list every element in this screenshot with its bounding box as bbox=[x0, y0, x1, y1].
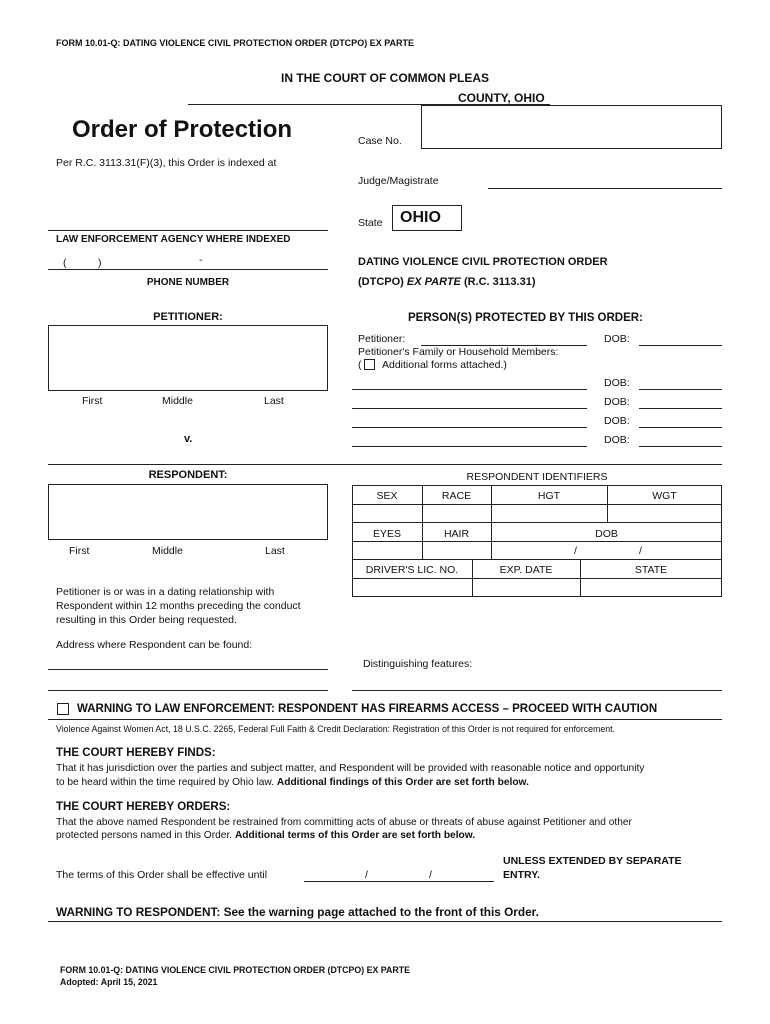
agency-field[interactable] bbox=[48, 230, 328, 231]
orders-line1: That the above named Respondent be restrained from committing acts of abuse or threats of abuse against Petitioner and other bbox=[56, 817, 632, 828]
effective-date-slash-2: / bbox=[429, 869, 432, 881]
effective-label: The terms of this Order shall be effective until bbox=[56, 869, 268, 881]
member-field-2[interactable] bbox=[352, 408, 587, 409]
petitioner-heading: PETITIONER: bbox=[153, 311, 223, 323]
firearms-warning-checkbox[interactable] bbox=[57, 703, 69, 715]
phone-label: PHONE NUMBER bbox=[146, 277, 230, 288]
member-dob-field-3[interactable] bbox=[639, 427, 722, 428]
member-dob-field-1[interactable] bbox=[639, 389, 722, 390]
protected-dob-label-1: DOB: bbox=[604, 333, 630, 345]
finds-line1: That it has jurisdiction over the parties and subject matter, and Respondent will be provided with reasonable notice and opportunity bbox=[56, 763, 645, 774]
id-dob-slash-1: / bbox=[574, 545, 577, 557]
identifiers-rule bbox=[352, 578, 722, 579]
id-sex-label: SEX bbox=[376, 490, 398, 502]
effective-date-slash-1: / bbox=[365, 869, 368, 881]
form-title: FORM 10.01-Q: DATING VIOLENCE CIVIL PROTECTION ORDER (DTCPO) EX PARTE bbox=[56, 38, 415, 48]
member-dob-label-4: DOB: bbox=[604, 434, 630, 446]
finds-heading: THE COURT HEREBY FINDS: bbox=[56, 747, 216, 759]
phone-field[interactable] bbox=[48, 269, 328, 270]
identifiers-rule bbox=[352, 522, 722, 523]
id-state-label: STATE bbox=[634, 564, 668, 576]
orders-line2: protected persons named in this Order. Additional terms of this Order are set forth below. bbox=[56, 830, 476, 841]
member-dob-label-2: DOB: bbox=[604, 396, 630, 408]
id-hair-label: HAIR bbox=[443, 528, 470, 540]
id-dob-slash-2: / bbox=[639, 545, 642, 557]
protected-petitioner-label: Petitioner: bbox=[358, 333, 406, 345]
address-field-1[interactable] bbox=[48, 669, 328, 670]
judge-field[interactable] bbox=[488, 188, 722, 189]
distinguishing-label: Distinguishing features: bbox=[363, 658, 473, 670]
dating-line: Petitioner is or was in a dating relationship with bbox=[56, 586, 275, 598]
member-dob-field-2[interactable] bbox=[639, 408, 722, 409]
respondent-middle-label: Middle bbox=[152, 545, 183, 557]
id-wgt-label: WGT bbox=[652, 490, 677, 502]
dating-line: Respondent within 12 months preceding the conduct bbox=[56, 600, 301, 612]
additional-forms-label: Additional forms attached.) bbox=[382, 359, 507, 371]
id-eyes-label: EYES bbox=[372, 528, 401, 540]
respondent-heading: RESPONDENT: bbox=[148, 469, 228, 481]
warning-divider bbox=[48, 719, 722, 720]
distinguishing-field[interactable] bbox=[352, 690, 722, 691]
petitioner-middle-label: Middle bbox=[162, 395, 193, 407]
state-value: OHIO bbox=[400, 209, 441, 226]
identifiers-rule bbox=[607, 504, 608, 522]
id-race-label: RACE bbox=[441, 490, 472, 502]
finds-line2: to be heard within the time required by Ohio law. Additional findings of this Order are set forth below. bbox=[56, 777, 529, 788]
firearms-warning: WARNING TO LAW ENFORCEMENT: RESPONDENT HAS FIREARMS ACCESS – PROCEED WITH CAUTION bbox=[77, 703, 658, 715]
additional-forms-checkbox[interactable] bbox=[364, 359, 375, 370]
additional-open-paren: ( bbox=[358, 359, 362, 371]
address-label: Address where Respondent can be found: bbox=[56, 639, 253, 651]
petitioner-last-label: Last bbox=[264, 395, 284, 407]
petitioner-name-box[interactable] bbox=[48, 325, 328, 391]
identifiers-rule bbox=[352, 541, 722, 542]
orders-heading: THE COURT HEREBY ORDERS: bbox=[56, 801, 231, 813]
petitioner-first-label: First bbox=[82, 395, 103, 407]
order-title: Order of Protection bbox=[72, 116, 293, 143]
dating-relationship-statement bbox=[56, 585, 301, 627]
address-field-2[interactable] bbox=[48, 690, 328, 691]
phone-paren-open: ( bbox=[63, 257, 67, 269]
member-field-1[interactable] bbox=[352, 389, 587, 390]
identifiers-heading: RESPONDENT IDENTIFIERS bbox=[466, 471, 608, 483]
respondent-name-box[interactable] bbox=[48, 484, 328, 540]
footer-form-title: FORM 10.01-Q: DATING VIOLENCE CIVIL PROTECTION ORDER (DTCPO) EX PARTE bbox=[60, 965, 410, 975]
id-exp-label: EXP. DATE bbox=[499, 564, 553, 576]
versus-label: v. bbox=[184, 433, 193, 445]
agency-label: LAW ENFORCEMENT AGENCY WHERE INDEXED bbox=[56, 234, 291, 245]
county-label: COUNTY, OHIO bbox=[458, 91, 545, 105]
id-license-label: DRIVER'S LIC. NO. bbox=[365, 564, 459, 576]
respondent-last-label: Last bbox=[265, 545, 285, 557]
section-divider bbox=[48, 464, 722, 465]
family-label: Petitioner's Family or Household Members: bbox=[358, 346, 559, 358]
footer-adopted: Adopted: April 15, 2021 bbox=[60, 977, 158, 987]
respondent-first-label: First bbox=[69, 545, 90, 557]
effective-date-field[interactable] bbox=[304, 881, 494, 882]
unless-extended-1: UNLESS EXTENDED BY SEPARATE bbox=[503, 855, 682, 867]
judge-label: Judge/Magistrate bbox=[358, 175, 439, 187]
case-no-field[interactable] bbox=[421, 105, 722, 149]
member-dob-label-1: DOB: bbox=[604, 377, 630, 389]
identifiers-rule bbox=[352, 504, 722, 505]
identifiers-rule bbox=[352, 559, 722, 560]
id-hgt-label: HGT bbox=[537, 490, 561, 502]
member-dob-field-4[interactable] bbox=[639, 446, 722, 447]
dating-line: resulting in this Order being requested. bbox=[56, 614, 237, 626]
indexed-note: Per R.C. 3113.31(F)(3), this Order is indexed at bbox=[56, 157, 277, 169]
dtcpo-title-line1: DATING VIOLENCE CIVIL PROTECTION ORDER bbox=[358, 256, 608, 268]
vawa-note: Violence Against Women Act, 18 U.S.C. 2265, Federal Full Faith & Credit Declaration: Registration of this Order is not required for enforcement. bbox=[56, 724, 616, 734]
phone-paren-close: ) bbox=[98, 257, 102, 269]
protected-heading: PERSON(S) PROTECTED BY THIS ORDER: bbox=[408, 312, 643, 324]
case-no-label: Case No. bbox=[358, 135, 402, 147]
member-field-3[interactable] bbox=[352, 427, 587, 428]
respondent-warning-divider bbox=[48, 921, 722, 922]
court-name: IN THE COURT OF COMMON PLEAS bbox=[281, 71, 489, 85]
state-label: State bbox=[358, 217, 383, 229]
id-dob-label: DOB bbox=[595, 528, 618, 540]
member-field-4[interactable] bbox=[352, 446, 587, 447]
unless-extended-2: ENTRY. bbox=[503, 869, 540, 881]
phone-dash: - bbox=[199, 254, 203, 266]
respondent-warning: WARNING TO RESPONDENT: See the warning page attached to the front of this Order. bbox=[56, 905, 539, 919]
dtcpo-title-line2: (DTCPO) EX PARTE (R.C. 3113.31) bbox=[358, 276, 536, 288]
protected-dob-field-1[interactable] bbox=[639, 345, 722, 346]
member-dob-label-3: DOB: bbox=[604, 415, 630, 427]
